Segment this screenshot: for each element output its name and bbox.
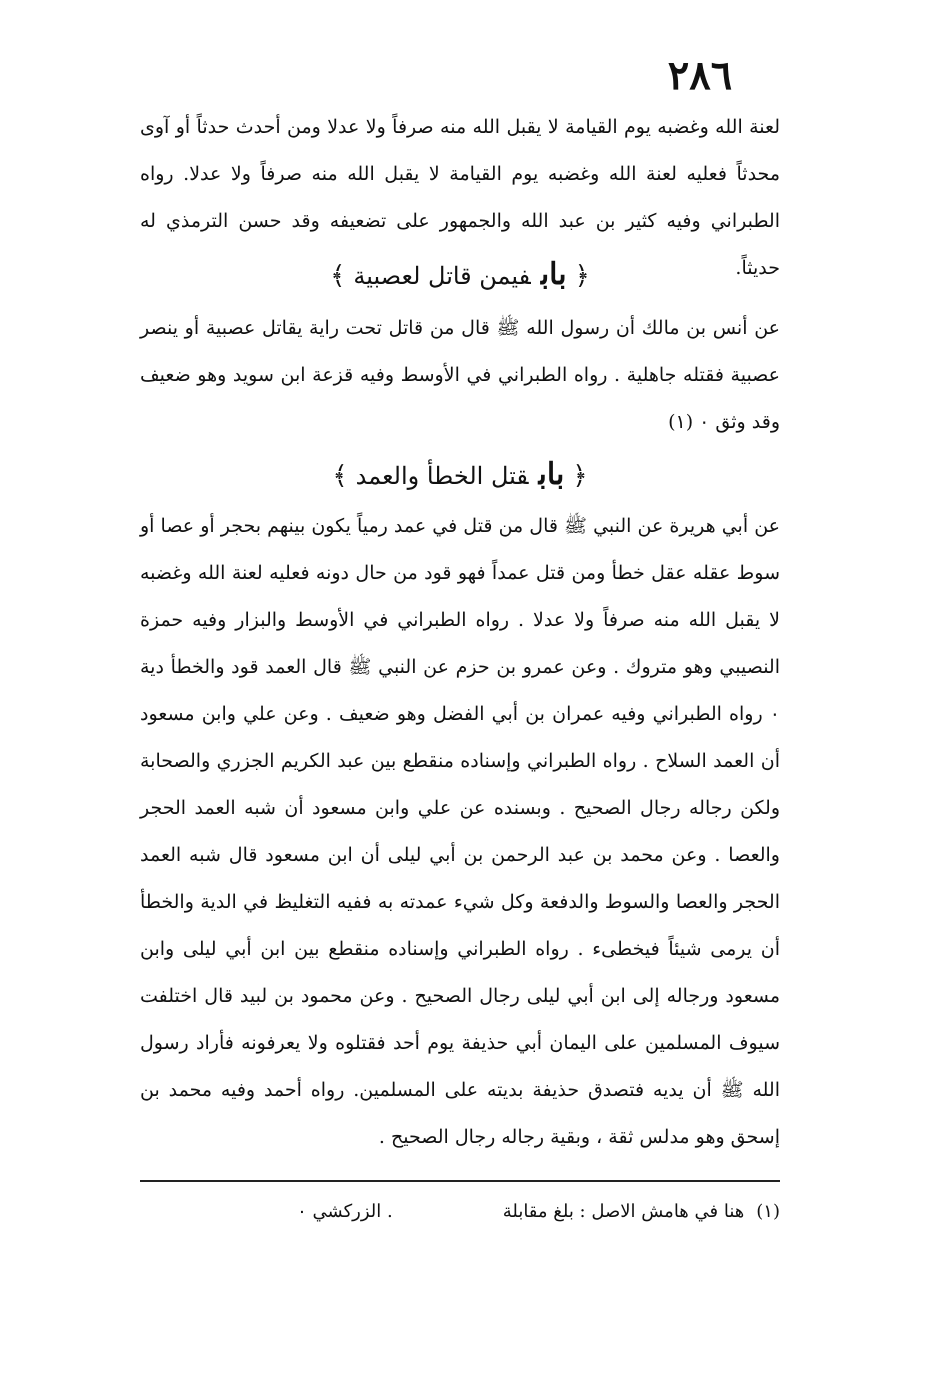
paragraph-continuation: لعنة الله وغضبه يوم القيامة لا يقبل الله منه صرفاً ولا عدلا ومن أحدث حدثاً أو آوى محدثاً فعليه لعنة الله وغضبه يوم القيامة لا يقبل الله منه صرفاً ولا عدلا. رواه الطبراني وفيه كثير بن عبد الله والجمهور على تضعيفه وقد حسن الترمذي له حديثاً. (140, 116, 780, 279)
footnote-signature: . الزركشي ٠ (297, 1201, 393, 1222)
page-number: ٢٨٦ (667, 52, 733, 99)
footnote-marker: (١) (756, 1201, 780, 1222)
footnote (140, 1195, 780, 1229)
ornament-open: ﴿ (572, 461, 588, 491)
chapter-heading-tribal-fighting (140, 255, 780, 296)
heading-bab: باب (540, 257, 567, 292)
heading-title: قتل الخطأ والعمد (355, 462, 529, 490)
ornament-close: ﴾ (330, 261, 346, 291)
paragraph-abu-hurayra-hadith: عن أبي هريرة عن النبي ﷺ قال من قتل في عمد رمياً يكون بينهم بحجر أو عصا أو سوط عقله عقل خطأ ومن قتل عمداً فهو قود من حال دونه فعليه لعنة الله وغضبه لا يقبل الله منه صرفاً ولا عدلا . رواه الطبراني في الأوسط والبزار وفيه حمزة النصيبي وهو متروك . وعن عمرو بن حزم عن النبي ﷺ قال العمد قود والخطأ دية ٠ رواه الطبراني وفيه عمران بن أبي الفضل وهو ضعيف . وعن علي وابن مسعود أن العمد السلاح . رواه الطبراني وإسناده منقطع بين عبد الكريم الجزري والصحابة ولكن رجاله رجال الصحيح . وبسنده عن علي وابن مسعود أن شبه العمد الحجر والعصا . وعن محمد بن عبد الرحمن بن أبي ليلى أن ابن مسعود قال شبه العمد الحجر والعصا والسوط والدفعة وكل شيء عمدته به ففيه التغليظ في الدية والخطأ أن يرمى شيئاً فيخطىء . رواه الطبراني وإسناده منقطع بين ابن أبي ليلى وابن مسعود ورجاله إلى ابن أبي ليلى رجال الصحيح . وعن محمود بن لبيد قال اختلفت سيوف المسلمين على اليمان أبي حذيفة يوم أحد فقتلوه ولا يعرفونه فأراد رسول الله ﷺ أن يديه فتصدق حذيفة بديته على المسلمين. رواه أحمد وفيه محمد بن إسحق وهو مدلس ثقة ، وبقية رجاله رجال الصحيح . (140, 515, 780, 1148)
heading-title: فيمن قاتل لعصبية (353, 262, 531, 290)
footnote-divider (140, 1180, 780, 1182)
chapter-heading-killing (140, 455, 780, 496)
paragraph-anas-hadith: عن أنس بن مالك أن رسول الله ﷺ قال من قاتل تحت راية يقاتل عصبية أو ينصر عصبية فقتله جاهلية . رواه الطبراني في الأوسط وفيه قزعة ابن سويد وهو ضعيف وقد وثق ٠ (١) (140, 317, 780, 433)
ornament-close: ﴾ (332, 461, 348, 491)
footnote-text: هنا في هامش الاصل : بلغ مقابلة (502, 1201, 745, 1222)
ornament-open: ﴿ (574, 261, 590, 291)
heading-bab: باب (538, 457, 565, 492)
